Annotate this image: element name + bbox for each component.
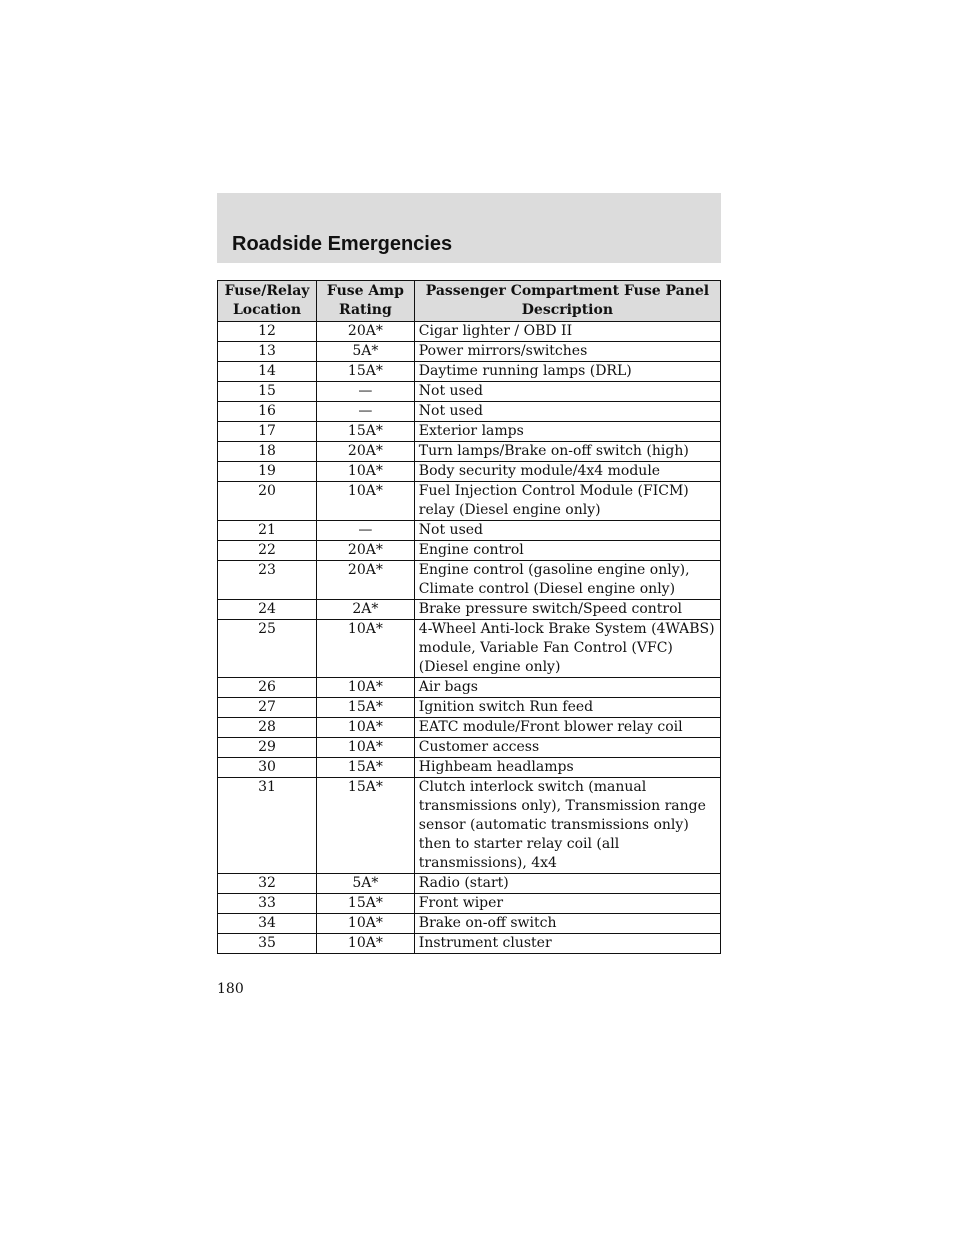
fuse-location-cell: 18 [218,442,317,462]
fuse-location-cell: 33 [218,894,317,914]
table-row [218,442,721,462]
fuse-location-cell: 15 [218,382,317,402]
fuse-rating-cell: — [316,402,414,422]
fuse-description-cell: Brake on-off switch [414,914,720,934]
fuse-rating-cell: 20A* [316,561,414,600]
table-row [218,561,721,600]
section-title: Roadside Emergencies [232,233,453,255]
fuse-location-cell: 14 [218,362,317,382]
fuse-description-cell: Turn lamps/Brake on-off switch (high) [414,442,720,462]
fuse-location-cell: 28 [218,718,317,738]
column-header-line: Fuse Amp [326,283,404,299]
fuse-description-cell: Engine control [414,541,720,561]
fuse-description-cell: Power mirrors/switches [414,342,720,362]
table-row [218,362,721,382]
fuse-rating-cell: 15A* [316,778,414,874]
fuse-rating-cell: 10A* [316,620,414,678]
table-row [218,778,721,874]
fuse-location-cell: 21 [218,521,317,541]
fuse-rating-cell: — [316,382,414,402]
table-row [218,462,721,482]
table-row [218,914,721,934]
fuse-location-cell: 16 [218,402,317,422]
fuse-description-cell: Not used [414,402,720,422]
fuse-location-cell: 24 [218,600,317,620]
column-header-location [218,281,317,322]
fuse-description-cell: Body security module/4x4 module [414,462,720,482]
fuse-rating-cell: 10A* [316,934,414,954]
fuse-rating-cell: 10A* [316,914,414,934]
fuse-rating-cell: 15A* [316,422,414,442]
fuse-location-cell: 17 [218,422,317,442]
column-header-rating [316,281,414,322]
fuse-location-cell: 12 [218,322,317,342]
fuse-rating-cell: 10A* [316,462,414,482]
column-header-line: Passenger Compartment Fuse Panel [425,283,710,299]
column-header-line: Fuse/Relay [224,283,310,299]
fuse-description-cell: Fuel Injection Control Module (FICM) relay (Diesel engine only) [414,482,720,521]
fuse-table [217,280,721,954]
table-row [218,874,721,894]
fuse-description-cell: Highbeam headlamps [414,758,720,778]
fuse-description-cell: Cigar lighter / OBD II [414,322,720,342]
fuse-rating-cell: 20A* [316,442,414,462]
fuse-location-cell: 32 [218,874,317,894]
fuse-rating-cell: 20A* [316,541,414,561]
fuse-rating-cell: — [316,521,414,541]
table-row [218,894,721,914]
fuse-location-cell: 29 [218,738,317,758]
fuse-location-cell: 35 [218,934,317,954]
fuse-location-cell: 20 [218,482,317,521]
fuse-location-cell: 31 [218,778,317,874]
fuse-rating-cell: 15A* [316,362,414,382]
fuse-rating-cell: 10A* [316,482,414,521]
column-header-line: Location [232,302,302,318]
table-row [218,698,721,718]
fuse-location-cell: 34 [218,914,317,934]
fuse-description-cell: Exterior lamps [414,422,720,442]
fuse-description-cell: Not used [414,382,720,402]
fuse-location-cell: 22 [218,541,317,561]
fuse-location-cell: 19 [218,462,317,482]
table-row [218,402,721,422]
table-row [218,934,721,954]
fuse-description-cell: Instrument cluster [414,934,720,954]
fuse-rating-cell: 10A* [316,738,414,758]
fuse-location-cell: 23 [218,561,317,600]
table-row [218,382,721,402]
table-row [218,678,721,698]
table-row [218,718,721,738]
fuse-description-cell: Brake pressure switch/Speed control [414,600,720,620]
fuse-rating-cell: 15A* [316,894,414,914]
fuse-description-cell: Front wiper [414,894,720,914]
fuse-location-cell: 26 [218,678,317,698]
table-row [218,758,721,778]
fuse-location-cell: 25 [218,620,317,678]
fuse-description-cell: Daytime running lamps (DRL) [414,362,720,382]
table-row [218,322,721,342]
fuse-description-cell: Engine control (gasoline engine only), Climate control (Diesel engine only) [414,561,720,600]
table-row [218,422,721,442]
table-row [218,600,721,620]
fuse-description-cell: Clutch interlock switch (manual transmissions only), Transmission range sensor (automatic transmissions only) then to starter relay coil (all transmissions), 4x4 [414,778,720,874]
table-row [218,620,721,678]
page-number: 180 [217,981,244,997]
fuse-rating-cell: 10A* [316,678,414,698]
column-header-line: Description [521,302,614,318]
fuse-description-cell: EATC module/Front blower relay coil [414,718,720,738]
fuse-rating-cell: 20A* [316,322,414,342]
fuse-description-cell: Ignition switch Run feed [414,698,720,718]
table-header-row [218,281,721,322]
table-row [218,482,721,521]
fuse-description-cell: Air bags [414,678,720,698]
table-body [218,322,721,954]
fuse-description-cell: 4-Wheel Anti-lock Brake System (4WABS) module, Variable Fan Control (VFC) (Diesel engine only) [414,620,720,678]
fuse-location-cell: 27 [218,698,317,718]
table-row [218,342,721,362]
fuse-rating-cell: 5A* [316,874,414,894]
section-header [217,193,721,263]
column-header-description [414,281,720,322]
fuse-rating-cell: 2A* [316,600,414,620]
fuse-rating-cell: 15A* [316,758,414,778]
fuse-description-cell: Not used [414,521,720,541]
table-row [218,738,721,758]
fuse-description-cell: Radio (start) [414,874,720,894]
fuse-rating-cell: 5A* [316,342,414,362]
fuse-location-cell: 13 [218,342,317,362]
fuse-location-cell: 30 [218,758,317,778]
fuse-description-cell: Customer access [414,738,720,758]
fuse-rating-cell: 15A* [316,698,414,718]
table-row [218,541,721,561]
fuse-rating-cell: 10A* [316,718,414,738]
table-row [218,521,721,541]
column-header-line: Rating [338,302,392,318]
